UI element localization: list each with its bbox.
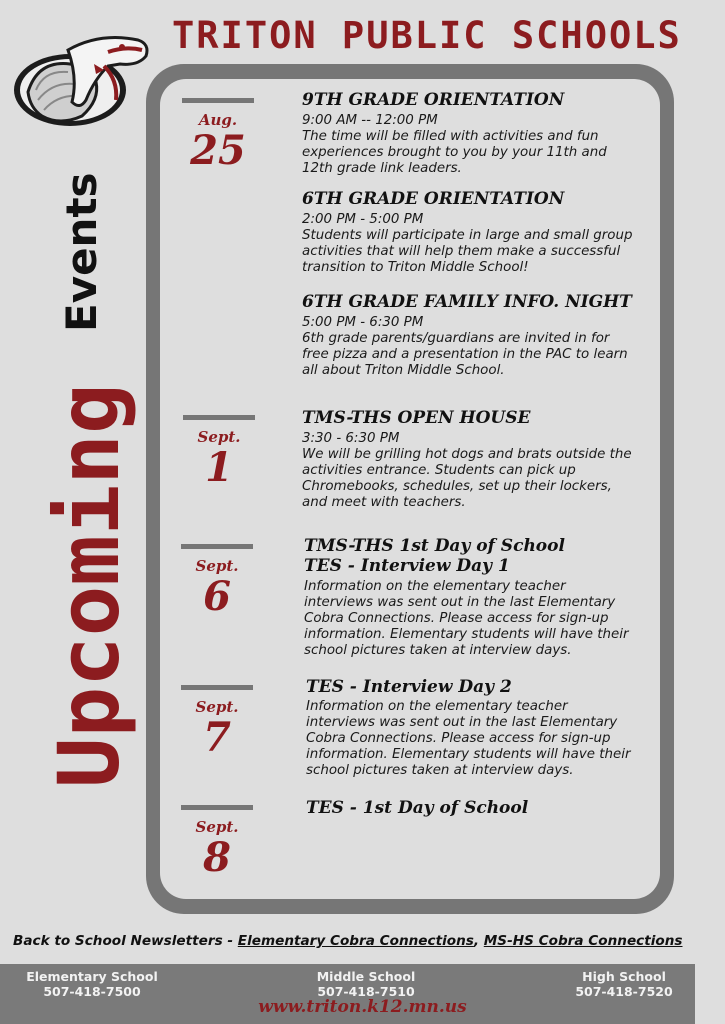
contact-name: High School xyxy=(582,969,666,984)
date-divider xyxy=(181,805,253,810)
event-time: 5:00 PM - 6:30 PM xyxy=(302,315,424,330)
page-title: TRITON PUBLIC SCHOOLS xyxy=(172,14,682,57)
contact-phone: 507-418-7500 xyxy=(43,984,141,999)
event-9th-grade-orientation xyxy=(302,90,632,177)
website-link[interactable]: www.triton.k12.mn.us xyxy=(258,997,467,1017)
event-title-2: TES - Interview Day 1 xyxy=(304,556,510,576)
event-description: We will be grilling hot dogs and brats outside the activities entrance. Students can pick up Chromebooks, schedules, set up their lockers, and meet with teachers. xyxy=(302,447,632,510)
contact-elementary xyxy=(22,969,162,999)
event-title: 9TH GRADE ORIENTATION xyxy=(302,90,565,110)
date-day: 7 xyxy=(203,714,231,761)
event-description: Students will participate in large and small group activities that will help them make a successful transition to Triton Middle School! xyxy=(302,228,633,275)
event-time: 3:30 - 6:30 PM xyxy=(302,431,400,446)
date-divider xyxy=(183,415,255,420)
event-interview-2 xyxy=(306,677,640,779)
cobra-logo-icon xyxy=(8,30,153,130)
event-6th-grade-family-night xyxy=(302,292,632,379)
elementary-newsletter-link[interactable]: Elementary Cobra Connections xyxy=(237,933,474,949)
event-title: TMS-THS 1st Day of School xyxy=(304,536,565,556)
date-sept-6 xyxy=(172,544,262,620)
date-month: Aug. xyxy=(198,111,238,129)
date-day: 6 xyxy=(203,573,231,620)
date-day: 1 xyxy=(205,444,233,491)
event-description: The time will be filled with activities and fun experiences brought to you by your 11th and 12th grade link leaders. xyxy=(302,129,607,176)
date-month: Sept. xyxy=(195,698,239,716)
event-first-day-interview-1 xyxy=(304,536,638,659)
contact-name: Middle School xyxy=(316,969,416,984)
event-title: TES - Interview Day 2 xyxy=(306,677,512,697)
side-title xyxy=(16,152,138,792)
date-day: 25 xyxy=(190,127,246,174)
contact-middle xyxy=(296,969,436,999)
event-title: TES - 1st Day of School xyxy=(306,798,529,818)
event-title: 6TH GRADE FAMILY INFO. NIGHT xyxy=(302,292,632,312)
event-time: 9:00 AM -- 12:00 PM xyxy=(302,113,438,128)
newsletter-prefix: Back to School Newsletters - xyxy=(13,933,238,949)
date-month: Sept. xyxy=(195,818,239,836)
date-sept-8 xyxy=(172,805,262,881)
event-description: Information on the elementary teacher interviews was sent out in the last Elementary Cobra Connections. Please access for sign-up information. Elementary students will have their school pictures taken at interview days. xyxy=(304,579,629,658)
event-6th-grade-orientation xyxy=(302,189,642,276)
event-title: 6TH GRADE ORIENTATION xyxy=(302,189,565,209)
event-description: 6th grade parents/guardians are invited in for free pizza and a presentation in the PAC to learn all about Triton Middle School. xyxy=(302,331,628,378)
ms-hs-newsletter-link[interactable]: MS-HS Cobra Connections xyxy=(483,933,683,949)
date-divider xyxy=(181,685,253,690)
event-title: TMS-THS OPEN HOUSE xyxy=(302,408,531,428)
newsletter-line xyxy=(13,933,683,949)
contact-phone: 507-418-7510 xyxy=(317,984,415,999)
event-open-house xyxy=(302,408,632,511)
contact-phone: 507-418-7520 xyxy=(575,984,673,999)
date-divider xyxy=(182,98,254,103)
date-aug-25 xyxy=(173,98,263,174)
date-month: Sept. xyxy=(197,428,241,446)
contact-name: Elementary School xyxy=(26,969,158,984)
event-tes-first-day xyxy=(306,798,636,818)
date-sept-7 xyxy=(172,685,262,761)
date-day: 8 xyxy=(203,834,231,881)
date-sept-1 xyxy=(174,415,264,491)
event-time: 2:00 PM - 5:00 PM xyxy=(302,212,424,227)
contact-high xyxy=(556,969,692,999)
side-title-upcoming: Upcoming xyxy=(40,383,138,788)
date-divider xyxy=(181,544,253,549)
date-month: Sept. xyxy=(195,557,239,575)
side-title-events: Events xyxy=(57,172,106,332)
newsletter-separator: , xyxy=(473,933,484,949)
event-description: Information on the elementary teacher interviews was sent out in the last Elementary Cobra Connections. Please access for sign-up information. Elementary students will have their school pictures taken at interview days. xyxy=(306,699,631,778)
